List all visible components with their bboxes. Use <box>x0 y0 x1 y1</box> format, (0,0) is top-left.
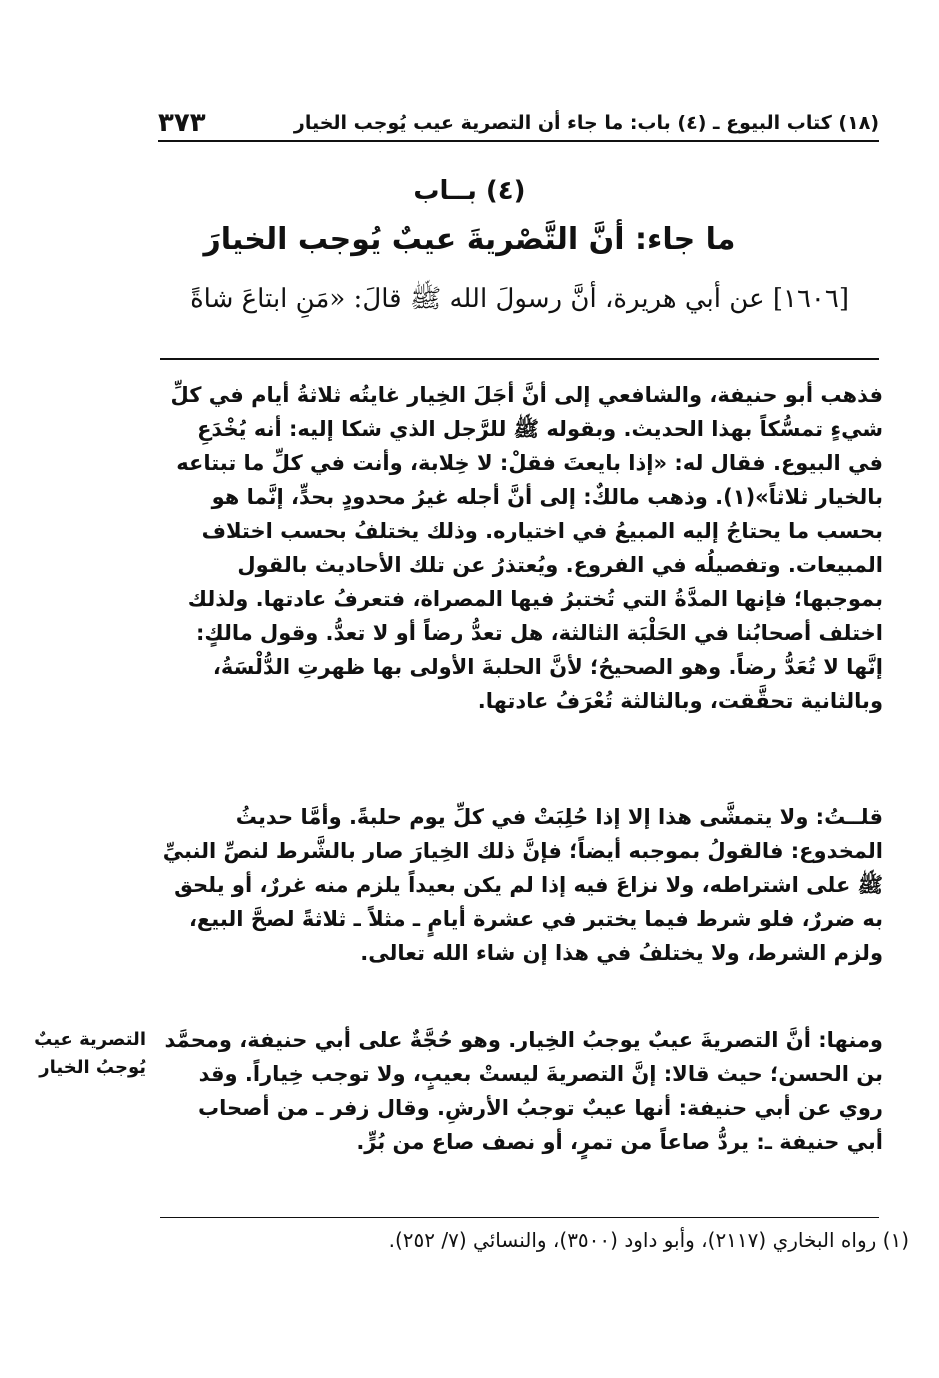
commentary-paragraph-1 <box>158 378 883 718</box>
margin-note: التصرية عيبٌ يُوجبُ الخيار <box>34 1029 146 1078</box>
footnote: (١) رواه البخاري (٢١١٧)، وأبو داود (٣٥٠٠)، والنسائي (٧/ ٢٥٢). <box>388 1228 909 1252</box>
commentary-paragraph-3 <box>158 1023 883 1159</box>
section-divider <box>160 358 879 360</box>
footnote-divider <box>160 1217 879 1218</box>
page-number: ٣٧٣ <box>158 108 206 138</box>
running-head-title: (١٨) كتاب البيوع ـ (٤) باب: ما جاء أن التصرية عيب يُوجب الخيار <box>293 112 879 134</box>
commentary-text: قلــتُ: ولا يتمشَّى هذا إلا إذا حُلِبَتْ في كلِّ يوم حلبةً. وأمَّا حديثُ المخدوع: فالقولُ بموجبه أيضاً؛ فإنَّ ذلك الخِيارَ صار بالشَّرط لنصِّ النبيِّ ﷺ على اشتراطه، ولا نزاعَ فيه إذا لم يكن بعيداً يلزم منه غررٌ، أو يلحق به ضررٌ، فلو شرط فيما يختبر في عشرة أيامٍ ـ مثلاً ـ ثلاثةً لصحَّ البيع، ولزم الشرط، ولا يختلفُ في هذا إن شاء الله تعالى. <box>162 805 883 965</box>
chapter-title: ما جاء: أنَّ التَّصْريةَ عيبٌ يُوجب الخيارَ <box>203 222 736 257</box>
commentary-text: ومنها: أنَّ التصريةَ عيبٌ يوجبُ الخِيار. وهو حُجَّةٌ على أبي حنيفة، ومحمَّد بن الحسن؛ حيث قالا: إنَّ التصريةَ ليستْ بعيبٍ، ولا توجب خِياراً. وقد روي عن أبي حنيفة: أنها عيبٌ توجبُ الأرشِ. وقال زفر ـ من أصحاب أبي حنيفة ـ: يردُّ صاعاً من تمرٍ، أو نصف صاع من بُرٍّ. <box>164 1028 883 1154</box>
hadith-text: [١٦٠٦] عن أبي هريرة، أنَّ رسولَ الله ﷺ قالَ: «مَنِ ابتاعَ شاةً <box>190 284 849 314</box>
running-head <box>158 104 879 142</box>
commentary-text: فذهب أبو حنيفة، والشافعي إلى أنَّ أجَلَ الخِيار غايتُه ثلاثةُ أيام في كلِّ شيءٍ تمسُّكاً بهذا الحديث. وبقوله ﷺ للرَّجل الذي شكا إليه: أنه يُخْدَعِ في البيوع. فقال له: «إذا بايعتَ فقلْ: لا خِلابة، وأنت في كلِّ ما تبتاعه بالخيار ثلاثاً»(١). وذهب مالكٌ: إلى أنَّ أجله غيرُ محدودٍ بحدٍّ، إنَّما هو بحسب ما يحتاجُ إليه المبيعُ في اختياره. وذلك يختلفُ بحسب اختلاف المبيعات. وتفصيلُه في الفروع. ويُعتذرُ عن تلك الأحاديث بالقول بموجبها؛ فإنها المدَّةُ التي تُختبرُ فيها المصراة، فتعرفُ عادتها. ولذلك اختلف أصحابُنا في الحَلْبَة الثالثة، هل تعدُّ رضاً أو لا تعدُّ. وقول مالكٍ: إنَّها لا تُعَدُّ رضاً. وهو الصحيحُ؛ لأنَّ الحلبةَ الأولى بها ظهرتِ الدُّلْسَةُ، وبالثانية تحقَّقت، وبالثالثة تُعْرَفُ عادتها. <box>170 383 883 713</box>
commentary-paragraph-2 <box>158 800 883 970</box>
chapter-label: (٤) بــاب <box>413 176 526 206</box>
